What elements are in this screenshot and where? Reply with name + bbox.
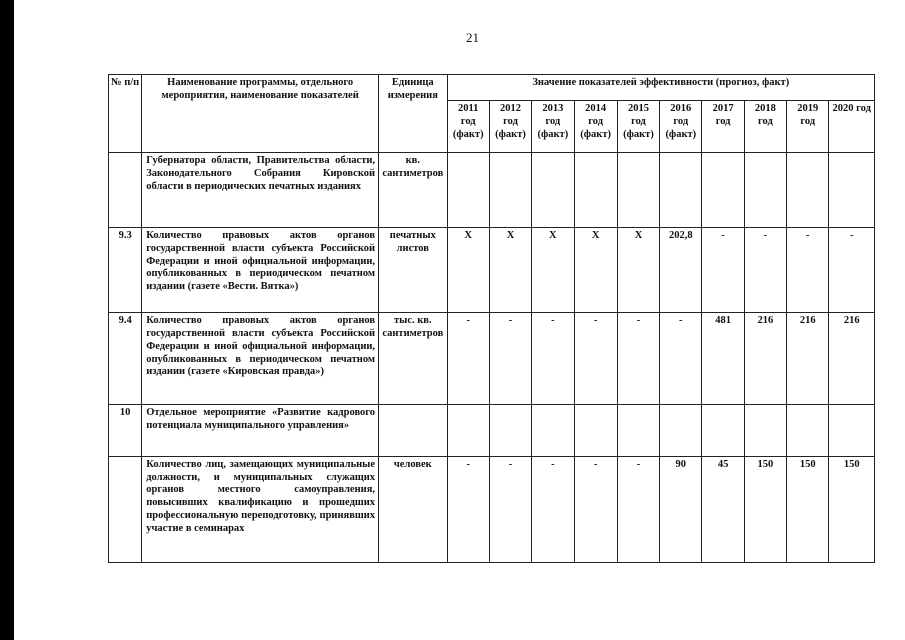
- table-row: [109, 404, 875, 456]
- value-cell: -: [447, 456, 489, 562]
- value-cell: -: [489, 313, 531, 405]
- value-cell: -: [744, 227, 786, 312]
- header-num: № п/п: [109, 75, 142, 153]
- indicator-name: Количество правовых актов органов государственной власти субъекта Российской Федерации и иной официальной информации, опубликованных в периодическом печатном издании (газете «Вести. Вятка»): [142, 227, 379, 312]
- row-number: [109, 153, 142, 228]
- row-number: 10: [109, 404, 142, 456]
- value-cell: -: [532, 313, 574, 405]
- value-cell: [532, 153, 574, 228]
- indicator-name: Количество лиц, замещающих муниципальные должности, и муниципальных служащих органов местного самоуправления, повысивших квалификацию и прошедших профессиональную переподготовку, принявших участие в семинарах: [142, 456, 379, 562]
- value-cell: [660, 404, 702, 456]
- value-cell: [447, 404, 489, 456]
- value-cell: [702, 404, 744, 456]
- value-cell: [617, 404, 659, 456]
- row-number: [109, 456, 142, 562]
- header-name: Наименование программы, отдельного мероприятия, наименование показателей: [142, 75, 379, 153]
- unit-of-measure: [379, 404, 448, 456]
- value-cell: [744, 153, 786, 228]
- header-year: 2015 год (факт): [617, 101, 659, 153]
- header-values-group: Значение показателей эффективности (прогноз, факт): [447, 75, 874, 101]
- header-year: 2016 год (факт): [660, 101, 702, 153]
- header-year: 2019 год: [787, 101, 829, 153]
- value-cell: Х: [617, 227, 659, 312]
- header-year: 2017 год: [702, 101, 744, 153]
- value-cell: [702, 153, 744, 228]
- header-year: 2014 год (факт): [574, 101, 617, 153]
- value-cell: [744, 404, 786, 456]
- value-cell: 481: [702, 313, 744, 405]
- value-cell: 45: [702, 456, 744, 562]
- value-cell: -: [574, 456, 617, 562]
- value-cell: [660, 153, 702, 228]
- value-cell: -: [617, 313, 659, 405]
- value-cell: -: [532, 456, 574, 562]
- header-unit: Единица измерения: [379, 75, 448, 153]
- value-cell: [787, 153, 829, 228]
- header-year: 2013 год (факт): [532, 101, 574, 153]
- value-cell: [617, 153, 659, 228]
- value-cell: -: [660, 313, 702, 405]
- value-cell: 150: [744, 456, 786, 562]
- row-number: 9.4: [109, 313, 142, 405]
- indicator-name: Отдельное мероприятие «Развитие кадрового потенциала муниципального управления»: [142, 404, 379, 456]
- value-cell: [447, 153, 489, 228]
- table-row: [109, 227, 875, 312]
- value-cell: 216: [787, 313, 829, 405]
- value-cell: [489, 153, 531, 228]
- unit-of-measure: печатных листов: [379, 227, 448, 312]
- value-cell: 202,8: [660, 227, 702, 312]
- value-cell: Х: [447, 227, 489, 312]
- value-cell: [787, 404, 829, 456]
- value-cell: Х: [532, 227, 574, 312]
- performance-table: [108, 74, 875, 563]
- value-cell: -: [829, 227, 875, 312]
- value-cell: -: [617, 456, 659, 562]
- value-cell: [829, 404, 875, 456]
- scan-edge: [0, 0, 14, 640]
- value-cell: [829, 153, 875, 228]
- value-cell: Х: [489, 227, 531, 312]
- value-cell: -: [447, 313, 489, 405]
- unit-of-measure: кв. сантиметров: [379, 153, 448, 228]
- header-year: 2018 год: [744, 101, 786, 153]
- unit-of-measure: тыс. кв. сантиметров: [379, 313, 448, 405]
- value-cell: Х: [574, 227, 617, 312]
- table-row: [109, 153, 875, 228]
- unit-of-measure: человек: [379, 456, 448, 562]
- value-cell: [532, 404, 574, 456]
- value-cell: -: [574, 313, 617, 405]
- page-number: 21: [466, 30, 479, 45]
- header-year: 2012 год (факт): [489, 101, 531, 153]
- value-cell: [489, 404, 531, 456]
- indicator-name: Количество правовых актов органов государственной власти субъекта Российской Федерации и иной официальной информации, опубликованных в периодическом печатном издании (газете «Кировская правда»): [142, 313, 379, 405]
- table-row: [109, 456, 875, 562]
- indicator-name: Губернатора области, Правительства области, Законодательного Собрания Кировской области в периодических печатных изданиях: [142, 153, 379, 228]
- value-cell: 216: [829, 313, 875, 405]
- value-cell: [574, 404, 617, 456]
- value-cell: -: [489, 456, 531, 562]
- value-cell: 216: [744, 313, 786, 405]
- header-year: 2020 год: [829, 101, 875, 153]
- value-cell: -: [787, 227, 829, 312]
- value-cell: 150: [829, 456, 875, 562]
- header-year: 2011 год (факт): [447, 101, 489, 153]
- value-cell: 90: [660, 456, 702, 562]
- row-number: 9.3: [109, 227, 142, 312]
- value-cell: [574, 153, 617, 228]
- table-row: [109, 313, 875, 405]
- value-cell: -: [702, 227, 744, 312]
- value-cell: 150: [787, 456, 829, 562]
